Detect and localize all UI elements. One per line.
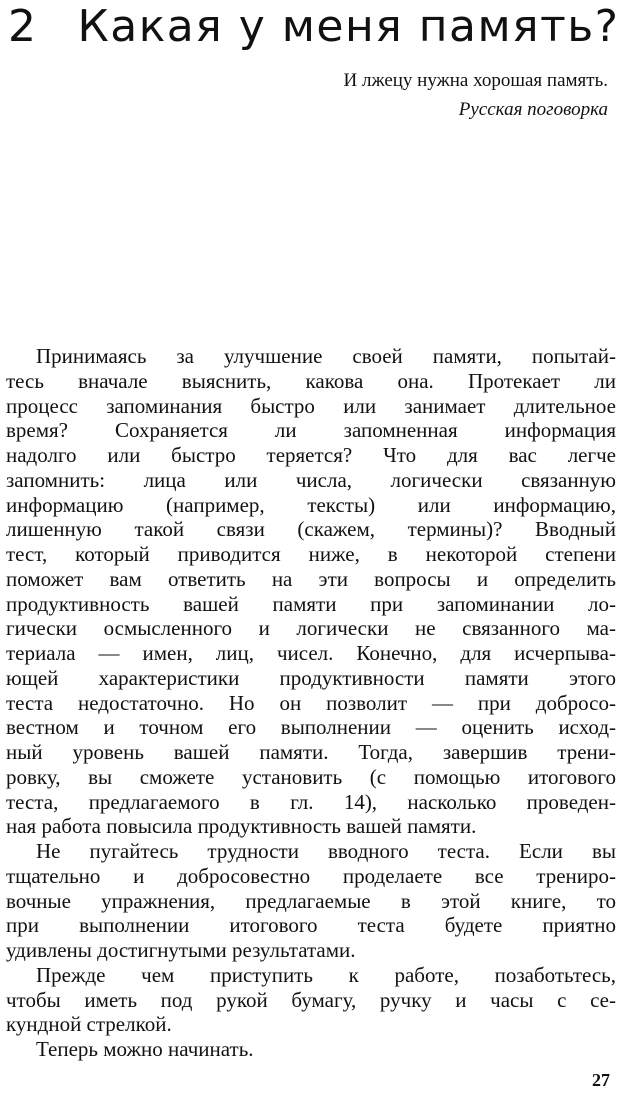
text-line: теста недостаточно. Но он позволит — при добросо- [6,690,616,715]
epigraph-quote: И лжецу нужна хорошая память. [343,70,608,91]
text-line: при выполнении итогового теста будете приятно [6,913,616,938]
text-line: ющей характеристики продуктивности памяти этого [6,665,616,690]
text-line: Принимаясь за улучшение своей памяти, попытай- [36,344,616,368]
epigraph [344,66,609,124]
page-number: 27 [592,1070,610,1090]
text-line: вестном и точном его выполнении — оценить исход- [6,715,616,740]
chapter-number: 2 [8,1,38,52]
text-line: тест, который приводится ниже, в некоторой степени [6,542,616,566]
text-line: удивлены достигнутыми результатами. [6,938,356,962]
text-line: надолго или быстро теряется? Что для вас легче [6,443,616,467]
text-line: теста, предлагаемого в гл. 14), насколько проведен- [6,789,616,814]
text-line: ровку, вы сможете установить (с помощью итогового [6,764,616,789]
text-line: Теперь можно начинать. [36,1037,254,1061]
chapter-title: Какая у меня память? [77,1,620,52]
text-line: Не пугайтесь трудности вводного теста. Если вы [36,839,616,863]
text-line: запомнить: лица или числа, логически связанную [6,467,616,492]
text-line: териала — имен, лиц, чисел. Конечно, для исчерпыва- [6,641,616,665]
epigraph-source: Русская поговорка [458,99,608,120]
text-line: процесс запоминания быстро или занимает длительное [6,393,616,418]
text-line: тесь вначале выяснить, какова она. Протекает ли [6,368,616,393]
text-line: ная работа повысила продуктивность вашей памяти. [6,814,477,839]
text-line: кундной стрелкой. [6,1012,172,1037]
text-line: время? Сохраняется ли запомненная информация [6,418,616,443]
text-line: продуктивность вашей памяти при запоминании ло- [6,591,616,616]
chapter-heading [8,1,620,52]
text-line: Прежде чем приступить к работе, позаботьтесь, [36,962,616,987]
text-line: гически осмысленного и логически не связанного ма- [6,616,616,641]
text-line: тщательно и добросовестно проделаете все трениро- [6,863,616,888]
text-line: лишенную такой связи (скажем, термины)? Вводный [6,517,616,542]
text-line: чтобы иметь под рукой бумагу, ручку и часы с се- [6,987,616,1012]
text-line: ный уровень вашей памяти. Тогда, завершив трени- [6,740,616,764]
text-line: поможет вам ответить на эти вопросы и определить [6,566,616,591]
body-text [6,344,616,1062]
text-line: вочные упражнения, предлагаемые в этой книге, то [6,888,616,913]
text-line: информацию (например, тексты) или информацию, [6,492,616,517]
